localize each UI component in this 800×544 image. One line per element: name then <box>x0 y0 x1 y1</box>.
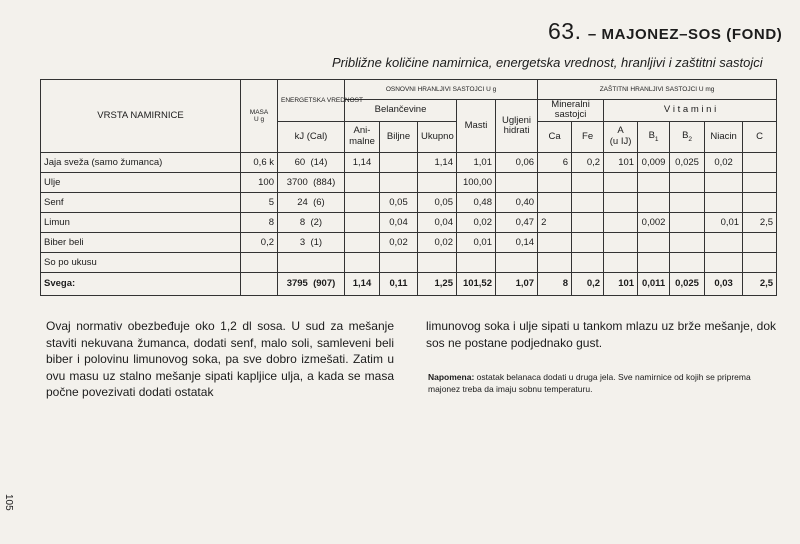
plant-header: Biljne <box>380 121 418 152</box>
food-header: VRSTA NAMIRNICE <box>41 80 241 153</box>
basic-nutrients-header: OSNOVNI HRANLJIVI SASTOJCI U g <box>345 80 538 100</box>
animal-header: Ani-malne <box>345 121 380 152</box>
vitamins-header: V i t a m i n i <box>604 100 777 122</box>
instructions-left: Ovaj normativ obezbeđuje oko 1,2 dl sosa. U sud za mešanje staviti nekuvana žumanca, dodati senf, malo soli, samleveni beli biber i polovinu limunovog soka, pa sve dobro izmešati. Zatim u ovu masu uz stalno mešanje sipati kapljice ulja, a kada se masa počne povezivati dodati ostatak <box>46 319 394 399</box>
recipe-name: – MAJONEZ–SOS (FOND) <box>587 26 783 43</box>
fat-header: Masti <box>457 100 496 153</box>
protective-nutrients-header: ZAŠTITNI HRANLJIVI SASTOJCI U mg <box>538 80 777 100</box>
recipe-number: 63. <box>548 18 582 44</box>
table-row: Senf 5 24 (6) 0,05 0,05 0,48 0,40 <box>41 192 777 212</box>
total-row: Svega: 3795 (907) 1,14 0,11 1,25 101,52 1,07 8 0,2 101 0,011 0,025 0,03 2,5 <box>41 272 777 295</box>
vitamin-c-header: C <box>743 121 777 152</box>
vitamin-a-header: A (u IJ) <box>604 121 638 152</box>
nutrition-table <box>40 79 777 296</box>
vitamin-b1-header: $B_1$ <box>638 121 670 152</box>
table-row: Biber beli 0,2 3 (1) 0,02 0,02 0,01 0,14 <box>41 232 777 252</box>
note-text: ostatak belanaca dodati u druga jela. Sve namirnice od kojih se priprema majonez treba da imaju sobnu temperaturu. <box>428 372 751 394</box>
vitamin-b2-header: $B_2$ <box>670 121 705 152</box>
carbs-header: Ugljeni hidrati <box>496 100 538 153</box>
minerals-header: Mineralni sastojci <box>538 100 604 122</box>
recipe-title <box>548 18 782 45</box>
mass-header: MASA U g <box>241 80 278 153</box>
fe-header: Fe <box>572 121 604 152</box>
note-label: Napomena: <box>428 372 475 382</box>
table-row: So po ukusu <box>41 252 777 272</box>
table-row: Jaja sveža (samo žumanca) 0,6 k 60 (14) 1,14 1,14 1,01 0,06 6 0,2 101 0,009 0,025 0,02 <box>41 152 777 172</box>
table-row: Ulje 100 3700 (884) 100,00 <box>41 172 777 192</box>
energy-unit-header: kJ (Cal) <box>278 121 345 152</box>
energy-header: ENERGETSKA VREDNOST <box>278 80 345 122</box>
instructions-right: limunovog soka i ulje sipati u tankom mlazu uz brže mešanje, dok sos ne postane podjednako gust. <box>426 319 776 350</box>
niacin-header: Niacin <box>705 121 743 152</box>
page-number: 105 <box>3 494 14 511</box>
table-caption: Približne količine namirnica, energetska vrednost, hranljivi i zaštitni sastojci <box>332 55 763 70</box>
proteins-header: Belančevine <box>345 100 457 122</box>
ca-header: Ca <box>538 121 572 152</box>
table-row: Limun 8 8 (2) 0,04 0,04 0,02 0,47 2 0,002 0,01 2,5 <box>41 212 777 232</box>
note <box>428 371 778 395</box>
total-protein-header: Ukupno <box>418 121 457 152</box>
